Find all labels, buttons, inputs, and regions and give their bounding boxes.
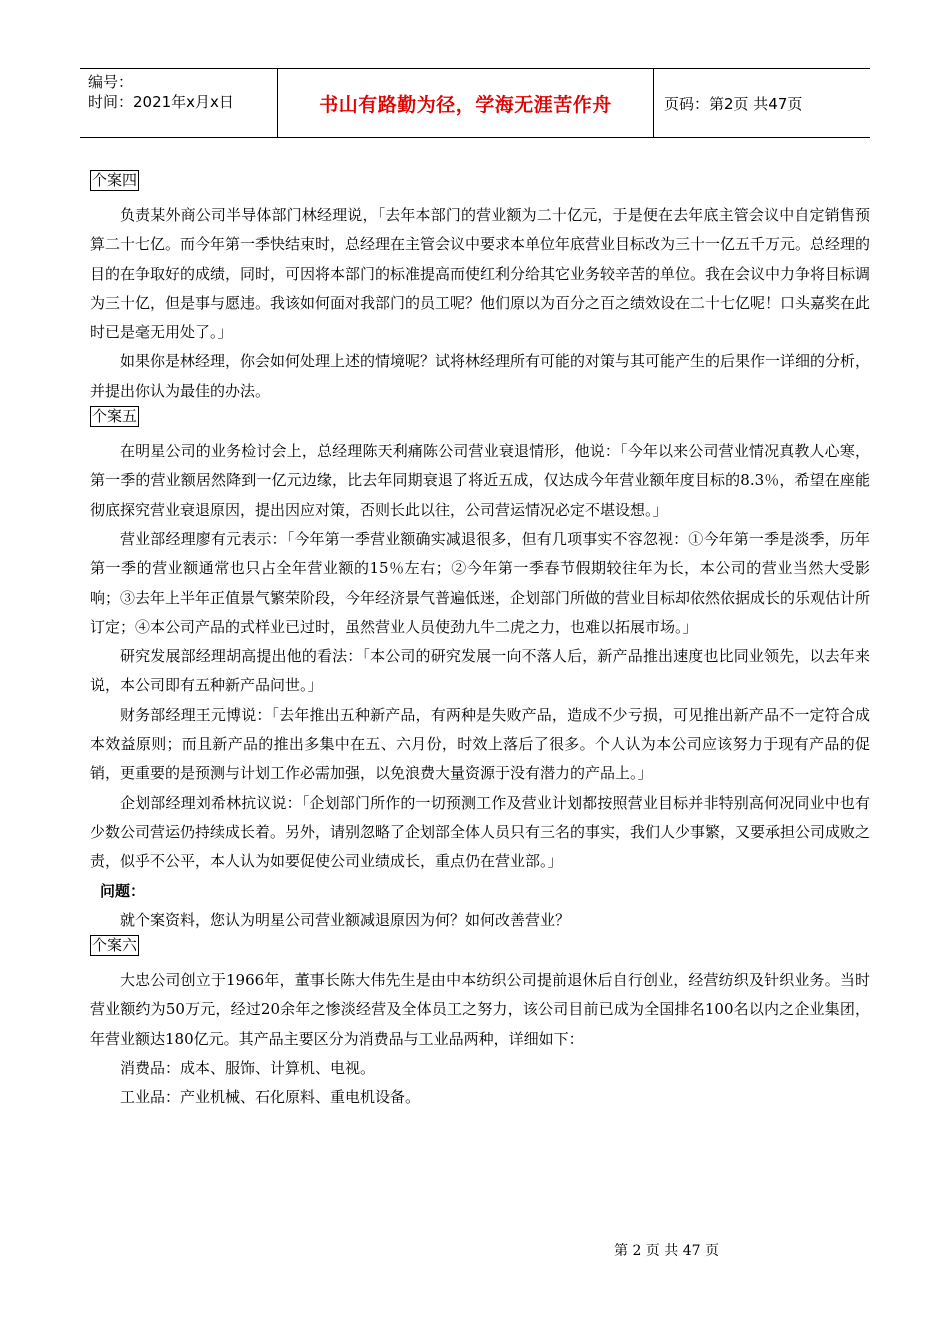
header-motto: 书山有路勤为径，学海无涯苦作舟 bbox=[278, 69, 654, 137]
document-time-label: 时间：2021年x月x日 bbox=[88, 93, 234, 111]
case5-paragraph-3: 研究发展部经理胡高提出他的看法：「本公司的研究发展一向不落人后，新产品推出速度也比同业领先，以去年来说，本公司即有五种新产品问世。」 bbox=[90, 647, 870, 695]
document-body bbox=[90, 170, 870, 1113]
page-footer: 第 2 页 共 47 页 bbox=[614, 1243, 719, 1259]
case5-paragraph-2: 营业部经理廖有元表示：「今年第一季营业额确实减退很多，但有几项事实不容忽视：①今年第一季是淡季，历年第一季的营业额通常也只占全年营业额的15％左右；②今年第一季春节假期较往年为长，本公司的营业当然大受影响；③去年上半年正值景气繁荣阶段，今年经济景气普遍低迷，企划部门所做的营业目标却依然依据成长的乐观估计所订定；④本公司产品的式样业已过时，虽然营业人员使劲九牛二虎之力，也难以拓展市场。」 bbox=[90, 529, 871, 636]
case6-paragraph-1: 大忠公司创立于1966年，董事长陈大伟先生是由中本纺织公司提前退休后自行创业，经营纺织及针织业务。当时营业额约为50万元，经过20余年之惨淡经营及全体员工之努力，该公司目前已成为全国排名100名以内之企业集团，年营业额达180亿元。其产品主要区分为消费品与工业品两种，详细如下： bbox=[90, 971, 870, 1048]
case6-consumer-products: 消费品：成本、服饰、计算机、电视。 bbox=[120, 1059, 376, 1078]
header-page-info: 页码：第2页 共47页 bbox=[664, 94, 803, 113]
case4-paragraph-1: 负责某外商公司半导体部门林经理说，「去年本部门的营业额为二十亿元，于是便在去年底主管会议中自定销售预算二十七亿。而今年第一季快结束时，总经理在主管会议中要求本单位年底营业目标改为三十一亿五千万元。总经理的目的在争取好的成绩，同时，可因将本部门的标准提高而使红利分给其它业务较辛苦的单位。我在会议中力争将目标调为三十亿，但是事与愿违。我该如何面对我部门的员工呢？他们原以为百分之百之绩效设在二十七亿呢！口头嘉奖在此时已是毫无用处了。」 bbox=[90, 206, 871, 342]
case5-paragraph-4: 财务部经理王元博说：「去年推出五种新产品，有两种是失败产品，造成不少亏损，可见推出新产品不一定符合成本效益原则；而且新产品的推出多集中在五、六月份，时效上落后了很多。个人认为本公司应该努力于现有产品的促销，更重要的是预测与计划工作必需加强，以免浪费大量资源于没有潜力的产品上。」 bbox=[90, 705, 870, 783]
question-text: 就个案资料，您认为明星公司营业额减退原因为何？如何改善营业？ bbox=[120, 910, 571, 929]
header-left-cell bbox=[80, 69, 278, 137]
case4-label: 个案四 bbox=[92, 171, 138, 189]
document-number-label: 编号： bbox=[88, 73, 134, 91]
case5-paragraph-5: 企划部经理刘希林抗议说：「企划部门所作的一切预测工作及营业计划都按照营业目标并非特别高何况同业中也有少数公司营运仍持续成长着。另外，请别忽略了企划部全体人员只有三名的事实，我们人少事繁，又要承担公司成败之责，似乎不公平，本人认为如要促使公司业绩成长，重点仍在营业部。」 bbox=[90, 793, 871, 871]
case6-industrial-products: 工业品：产业机械、石化原料、重电机设备。 bbox=[120, 1088, 421, 1107]
case6-label: 个案六 bbox=[92, 936, 138, 955]
case5-label: 个案五 bbox=[92, 407, 138, 426]
header-table bbox=[80, 68, 870, 138]
case5-paragraph-1: 在明星公司的业务检讨会上，总经理陈天利痛陈公司营业衰退情形，他说：「今年以来公司营业情况真教人心寒，第一季的营业额居然降到一亿元边缘，比去年同期衰退了将近五成，仅达成今年营业额年度目标的8.3％，希望在座能彻底探究营业衰退原因，提出因应对策，否则长此以往，公司营运情况必定不堪设想。」 bbox=[90, 442, 870, 519]
question-title: 问题： bbox=[100, 881, 146, 900]
case4-paragraph-2: 如果你是林经理，你会如何处理上述的情境呢？试将林经理所有可能的对策与其可能产生的后果作一详细的分析，并提出你认为最佳的办法。 bbox=[90, 352, 871, 400]
